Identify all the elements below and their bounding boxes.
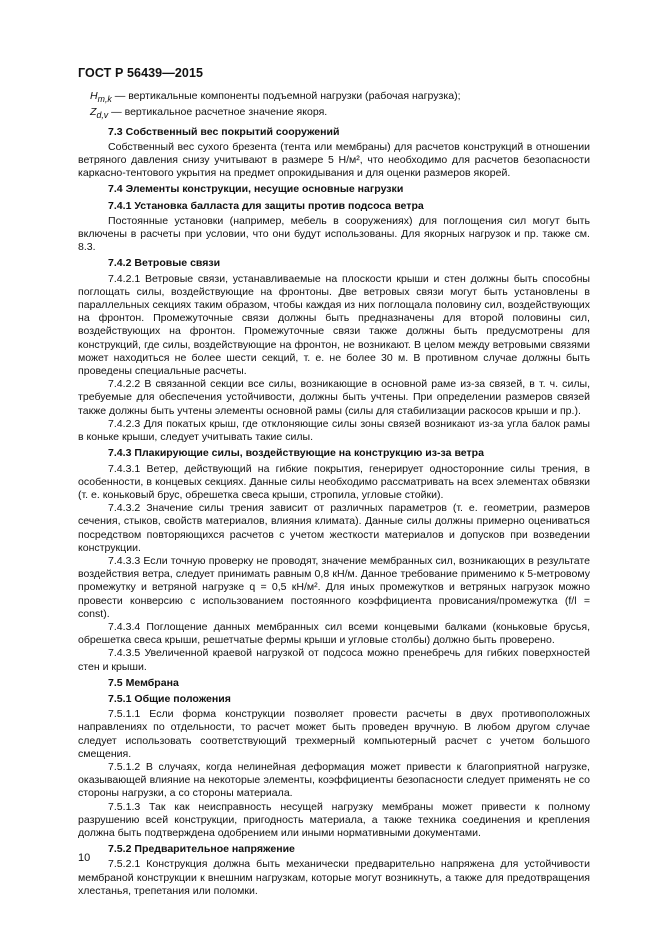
definition-z-text: — вертикальное расчетное значение якоря. [108,106,328,119]
section-7-4-1-title: 7.4.1 Установка балласта для защиты против подсоса ветра [108,199,424,212]
section-7-3-paragraph: Собственный вес сухого брезента (тента или мембраны) для расчетов конструкций в отношении ветряного давления снизу учитывают в размере 5 Н/м², что необходимо для расчетов безопасности каркасно-тентового укрытия на предмет опрокидывания и для оценки размеров якорей. [78,140,590,180]
section-7-5-title: 7.5 Мембрана [108,676,179,689]
definition-h-text: — вертикальные компоненты подъемной нагрузки (рабочая нагрузка); [111,90,461,102]
paragraph-7-4-3-2: 7.4.3.2 Значение силы трения зависит от различных параметров (т. е. геометрии, размеров сечения, стыков, свойств материалов, влияния климата). Данные силы должны примерно оцениваться посредством повторяющихся расчетов с учетом жесткости материалов и допусков при возведении конструкции. [78,502,590,554]
document-header: ГОСТ Р 56439—2015 [78,66,204,80]
paragraph-7-4-2-2: 7.4.2.2 В связанной секции все силы, возникающие в основной раме из-за связей, в т. ч. силы, требуемые для обеспечения устойчивости, должны быть учтены. При определении размеров связей также должны быть учтены элементы основной рамы (силы для стабилизации раскосов крыши и пр.). [78,378,590,417]
paragraph-7-5-1-3: 7.5.1.3 Так как неисправность несущей нагрузку мембраны может привести к полному разрушению всей конструкции, пригодность материала, а также техника соединения и крепления должна быть подтверждена одобрением или иными нормативными документами. [78,800,590,839]
section-7-4-title: 7.4 Элементы конструкции, несущие основные нагрузки [108,183,404,196]
section-7-5-2-title: 7.5.2 Предварительное напряжение [108,843,295,856]
symbol-h-subscript: m,k [97,94,112,105]
section-7-3-title: 7.3 Собственный вес покрытий сооружений [108,125,340,138]
definition-z [78,106,590,122]
paragraph-7-5-1-2: 7.5.1.2 В случаях, когда нелинейная деформация может привести к благоприятной нагрузке, оказывающей влияние на некоторые элементы, коэффициенты безопасности следует применять не со стороны нагрузки, а со стороны материала. [78,760,590,800]
paragraph-7-4-3-1: 7.4.3.1 Ветер, действующий на гибкие покрытия, генерирует односторонние силы трения, в особенности, в концевых секциях. Данные силы необходимо рассматривать на всех элементах обвязки (т. е. коньковый брус, обрешетка свеса крыши, стропила, угловые стойки). [78,462,590,501]
document-body [78,90,590,898]
paragraph-7-4-2-1: 7.4.2.1 Ветровые связи, устанавливаемые на плоскости крыши и стен должны быть способны поглощать силы, воздействующие на фронтоны. Две ветровых связи могут быть установлены в параллельных секциях таким образом, чтобы каждая из них поглощала половину сил, воздействующих на фронтон. Промежуточные связи должны быть предназначены для второй половины сил, воздействующих на фронтон. Промежуточные связи также должны быть предусмотрены для конструкций, где силы, воздействующие на фронтон, не возникают. В целом между ветровыми связями может находиться не более шести секций, т. е. не более 30 м. В противном случае должны быть проведены специальные расчеты. [78,272,590,378]
section-7-4-1-paragraph: Постоянные установки (например, мебель в сооружениях) для поглощения сил могут быть включены в расчеты при условии, что они будут использованы. Для якорных нагрузок и пр. также см. 8.3. [78,214,590,254]
symbol-h: H [90,90,98,102]
paragraph-7-4-3-3: 7.4.3.3 Если точную проверку не проводят, значение мембранных сил, возникающих в результате воздействия ветра, следует принимать равным 0,8 кН/м. Данное требование применимо к 5-метровому промежутку и ветряной нагрузке q = 0,5 кН/м². Для иных промежутков и ветряных нагрузок можно провести конверсию с использованием постоянного коэффициента провисания/промежутка (f/l = const). [78,554,590,620]
section-7-4-3-title: 7.4.3 Плакирующие силы, воздействующие на конструкцию из-за ветра [108,447,484,460]
symbol-z-subscript: d,v [96,110,109,121]
symbol-z: Z [90,106,97,119]
paragraph-7-4-3-5: 7.4.3.5 Увеличенной краевой нагрузкой от подсоса можно пренебречь для гибких поверхностей стен и крыши. [78,647,590,673]
page-number: 10 [78,852,91,864]
paragraph-7-5-1-1: 7.5.1.1 Если форма конструкции позволяет провести расчеты в двух противоположных направлениях по отдельности, то расчет может быть проведен вручную. В любом другом случае следует использовать соответствующий трехмерный компьютерный расчет с учетом большого смещения. [78,708,590,760]
paragraph-7-4-3-4: 7.4.3.4 Поглощение данных мембранных сил всеми концевыми балками (коньковые брусья, обрешетка свеса крыши, решетчатые фермы крыши и угловые столбы) должно быть проверено. [78,620,590,647]
paragraph-7-4-2-3: 7.4.2.3 Для покатых крыш, где отклоняющие силы зоны связей возникают из-за угла балок рамы в коньке крыши, следует учитывать такие силы. [78,417,590,444]
definition-h [78,90,590,106]
paragraph-7-5-2-1: 7.5.2.1 Конструкция должна быть механически предварительно напряжена для устойчивости мембраной конструкции к внешним нагрузкам, которые могут возникнуть, а также для предотвращения хлестанья, трепетания или поломки. [78,858,590,897]
section-7-4-2-title: 7.4.2 Ветровые связи [108,257,221,270]
section-7-5-1-title: 7.5.1 Общие положения [108,692,231,705]
